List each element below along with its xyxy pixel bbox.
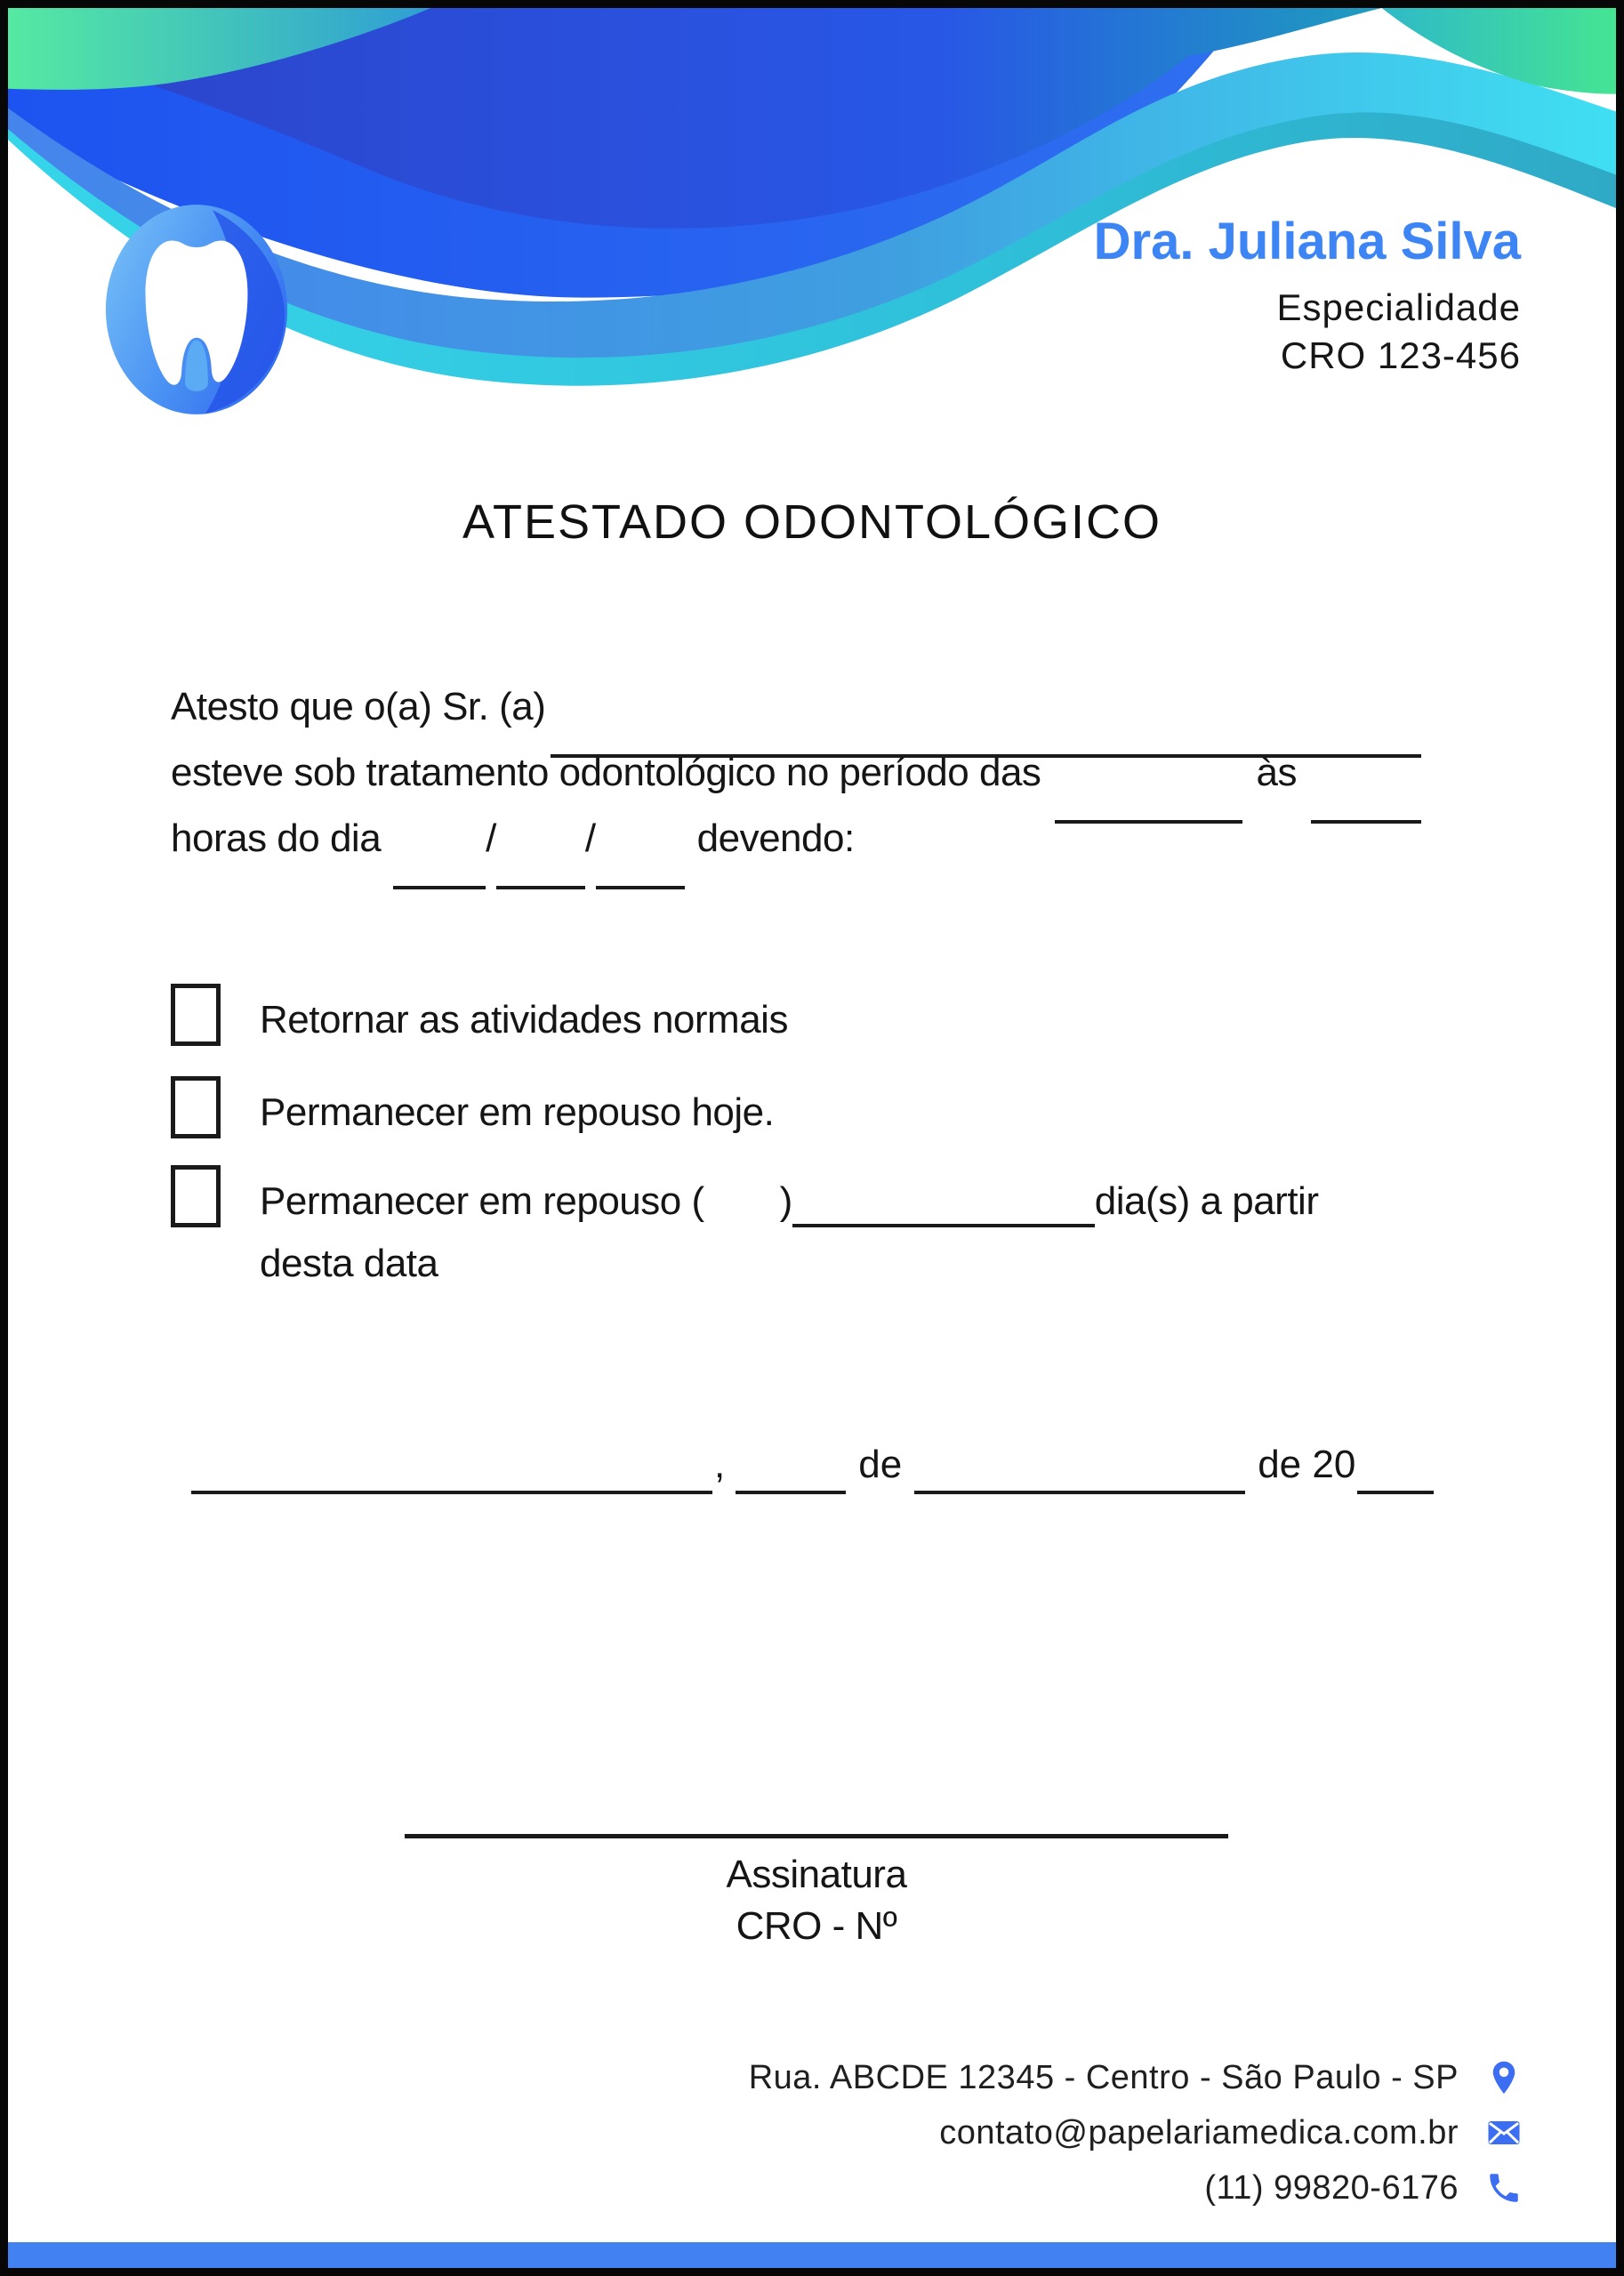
envelope-icon (1485, 2114, 1523, 2151)
time-start-field[interactable] (1055, 784, 1242, 824)
doctor-license-number: CRO 123-456 (1280, 334, 1521, 376)
date-de-1: de (858, 1443, 903, 1486)
option-3-line-2: desta data (260, 1242, 438, 1285)
option-row-2 (171, 1076, 774, 1144)
date-slash-1: / (486, 816, 496, 860)
month-field[interactable] (496, 850, 585, 889)
footer-address-row (749, 2056, 1523, 2099)
checkbox-return-activities[interactable] (171, 984, 221, 1046)
option-3-pre: Permanecer em repouso ( (260, 1179, 704, 1223)
body-line2-conjunction: às (1256, 751, 1297, 794)
date-slash-2: / (584, 816, 596, 860)
footer-email-text: contato@papelariamedica.com.br (939, 2113, 1459, 2151)
option-3-post: dia(s) a partir (1094, 1179, 1319, 1223)
footer-phone-text: (11) 99820-6176 (1204, 2168, 1459, 2207)
location-pin-icon (1485, 2059, 1523, 2096)
option-row-3 (171, 1165, 1318, 1295)
signature-cro-label: CRO - Nº (736, 1904, 897, 1948)
body-line-1 (171, 685, 1421, 751)
tooth-logo (100, 201, 293, 418)
doctor-name: Dra. Juliana Silva (1093, 213, 1521, 270)
date-comma: , (714, 1443, 726, 1486)
doctor-credentials (1094, 212, 1521, 380)
document-title: ATESTADO ODONTOLÓGICO (462, 495, 1162, 549)
days-written-field[interactable] (792, 1188, 1095, 1227)
body-line3-text: horas do dia (171, 816, 382, 860)
body-line-2 (171, 751, 1421, 816)
body-line3-end: devendo: (696, 816, 855, 860)
footer-phone-row (1204, 2167, 1523, 2209)
body-line1-text: Atesto que o(a) Sr. (a) (171, 685, 546, 728)
option-3-line-1 (260, 1170, 1318, 1233)
city-field[interactable] (191, 1455, 712, 1494)
body-line2-text: esteve sob tratamento odontológico no período das (171, 751, 1041, 794)
date-day-field[interactable] (736, 1455, 846, 1494)
signature-block (405, 1834, 1228, 1949)
certificate-body (171, 685, 1421, 882)
option-row-1 (171, 984, 788, 1051)
option-3-label (260, 1170, 1318, 1295)
year-field[interactable] (596, 850, 685, 889)
day-field[interactable] (393, 850, 486, 889)
option-2-label: Permanecer em repouso hoje. (260, 1090, 775, 1134)
bottom-accent-bar (8, 2242, 1616, 2268)
date-year-field[interactable] (1357, 1455, 1434, 1494)
signature-line[interactable] (405, 1834, 1228, 1838)
date-de-20: de 20 (1258, 1443, 1356, 1486)
option-3-close-paren: ) (779, 1179, 792, 1223)
phone-icon (1485, 2169, 1523, 2207)
time-end-field[interactable] (1311, 784, 1421, 824)
city-date-line (191, 1443, 1434, 1496)
option-1-label: Retornar as atividades normais (260, 998, 788, 1041)
footer-email-row (939, 2111, 1523, 2154)
signature-label: Assinatura (726, 1853, 907, 1896)
checkbox-rest-days[interactable] (171, 1165, 221, 1227)
date-month-field[interactable] (914, 1455, 1245, 1494)
footer-address-text: Rua. ABCDE 12345 - Centro - São Paulo - SP (748, 2058, 1459, 2096)
checkbox-rest-today[interactable] (171, 1076, 221, 1138)
doctor-specialty: Especialidade (1276, 286, 1521, 328)
body-line-3 (171, 816, 1421, 882)
